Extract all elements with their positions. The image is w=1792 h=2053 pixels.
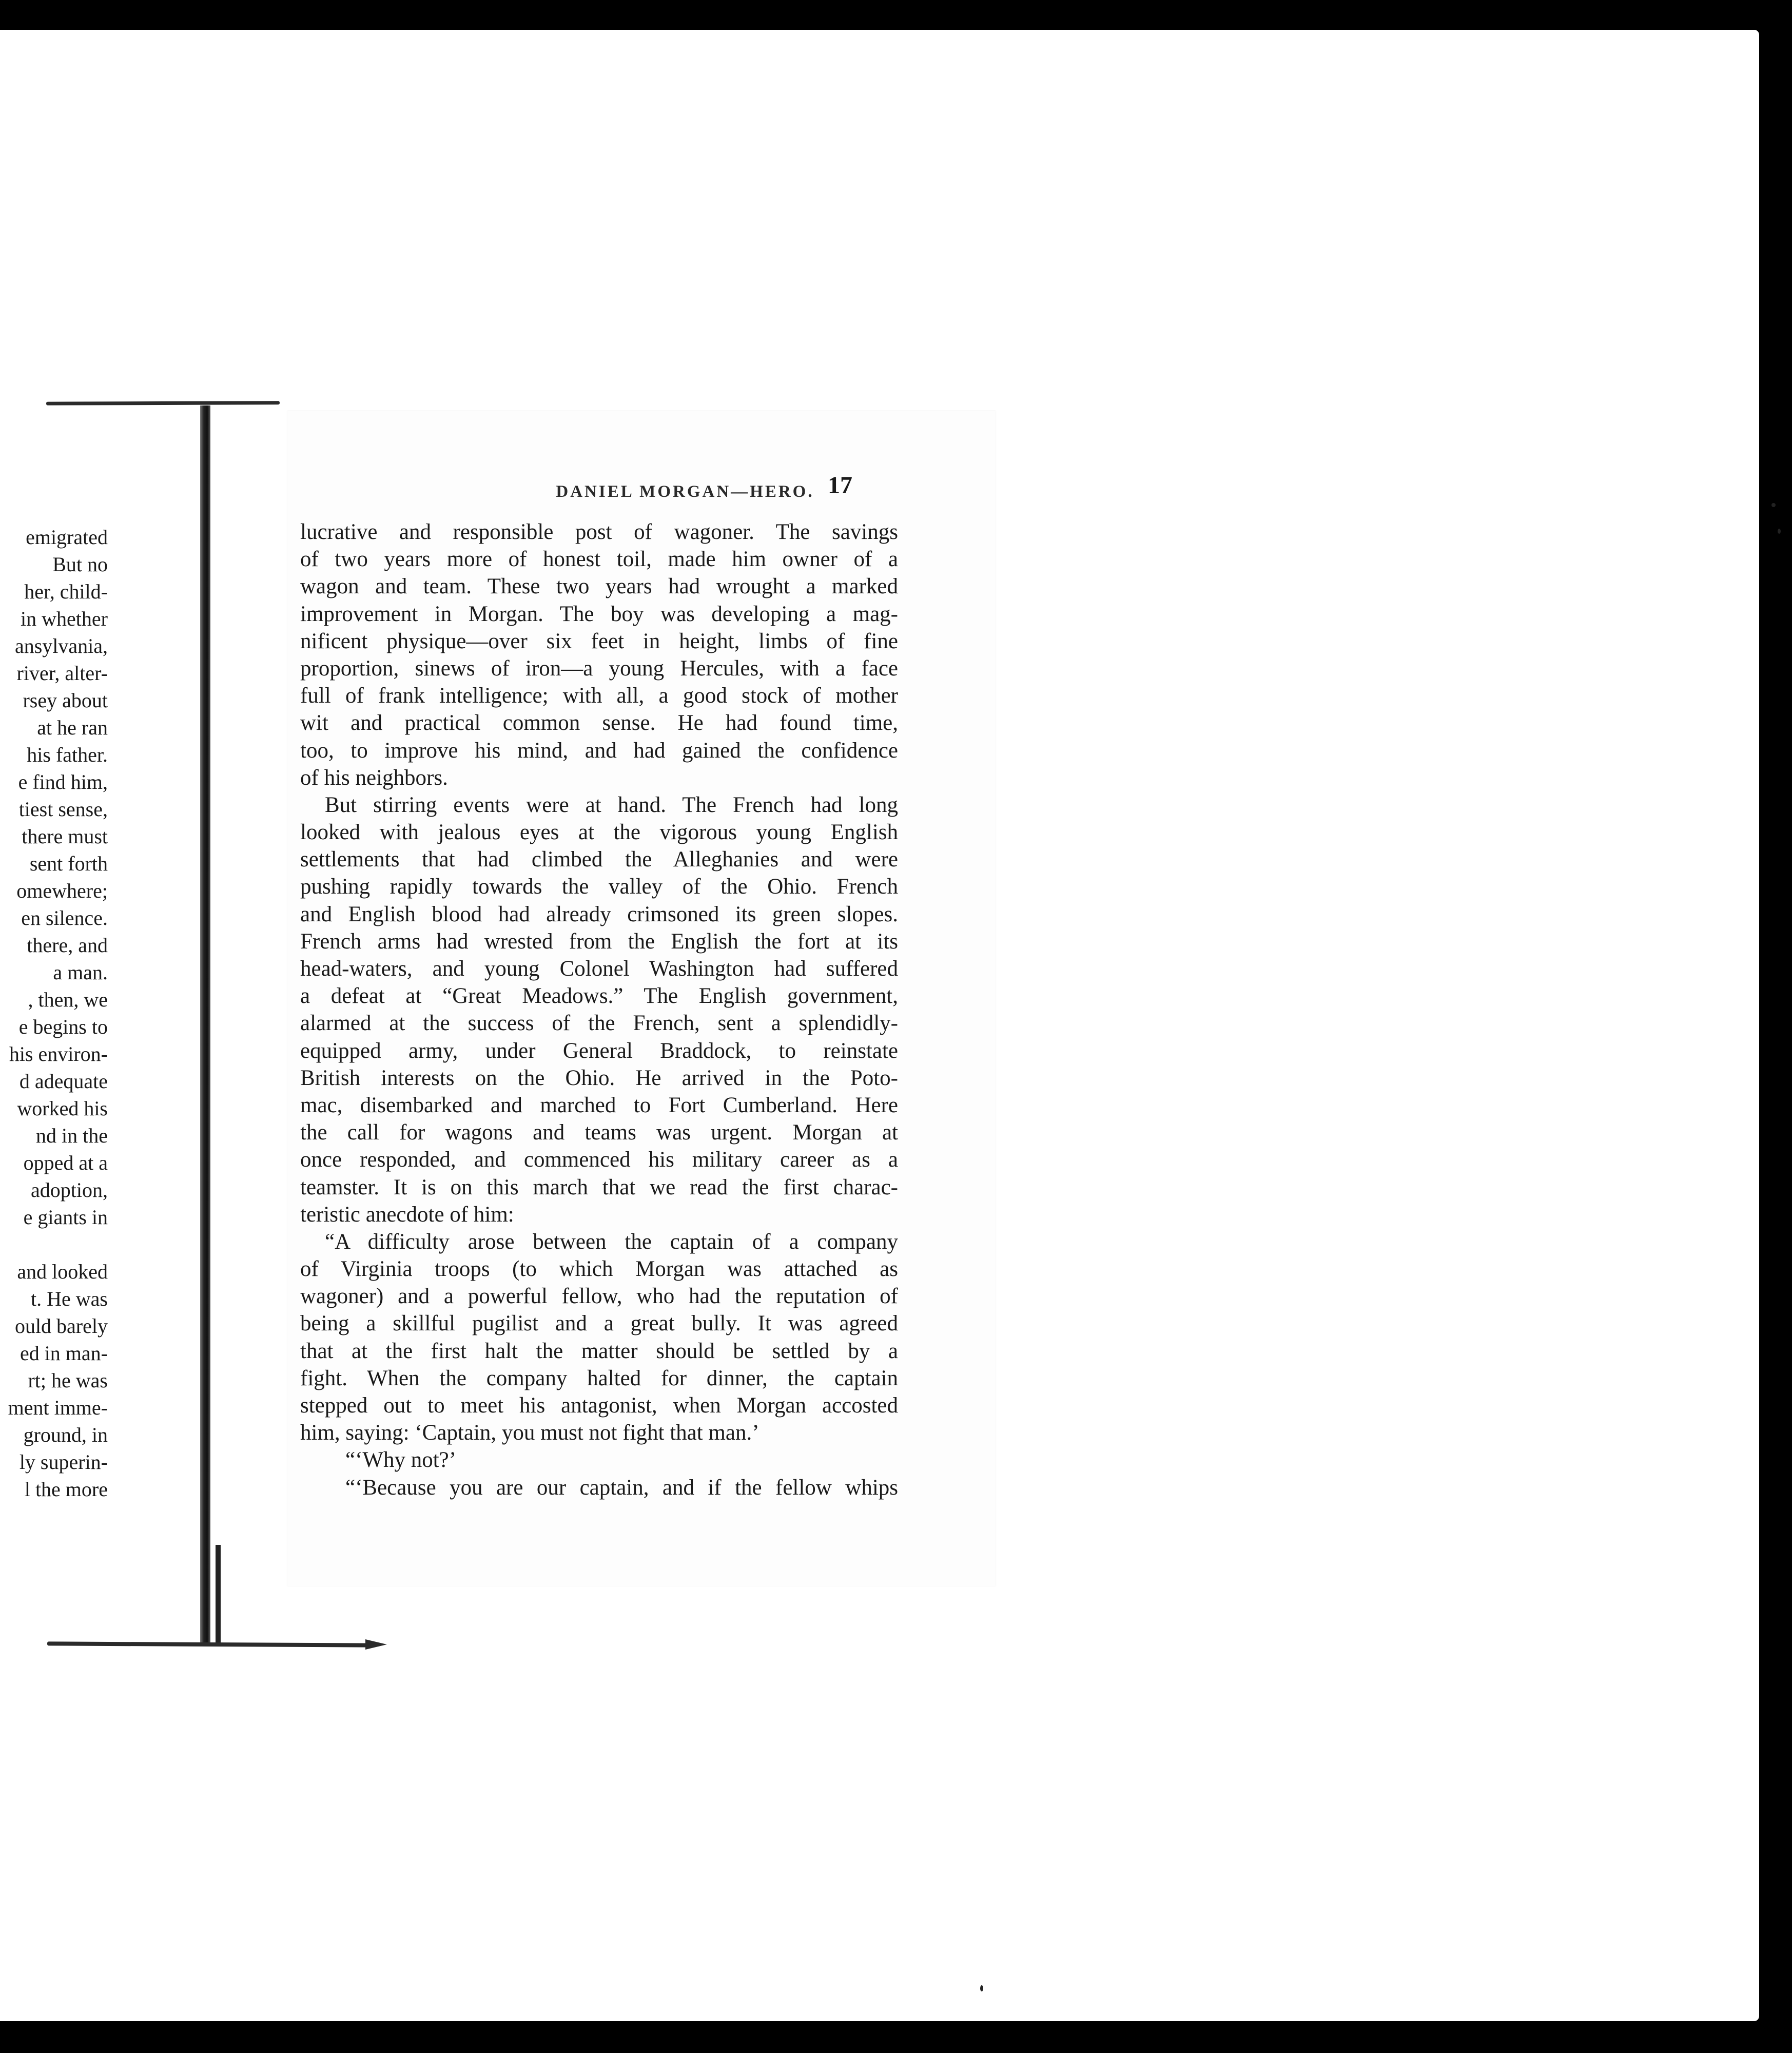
fragment-line: e begins to bbox=[18, 1015, 108, 1038]
text-line: “A difficulty arose between the captain of a company bbox=[325, 1229, 898, 1254]
text-line: “‘Why not?’ bbox=[345, 1448, 457, 1473]
fragment-line: adoption, bbox=[31, 1178, 108, 1202]
text-line: But stirring events were at hand. The French had long bbox=[325, 792, 898, 817]
scan-speck bbox=[1771, 503, 1776, 507]
fragment-line: worked his bbox=[17, 1097, 108, 1120]
running-head: DANIEL MORGAN—HERO. bbox=[556, 482, 814, 501]
fragment-line: ansylvania, bbox=[14, 634, 108, 657]
text-line: once responded, and commenced his military career as a bbox=[300, 1148, 898, 1172]
text-line: nificent physique—over six feet in height, limbs of fine bbox=[300, 629, 898, 653]
text-line: too, to improve his mind, and had gained the confidence bbox=[300, 738, 898, 763]
text-line: pushing rapidly towards the valley of the Ohio. French bbox=[300, 875, 898, 899]
fragment-line: river, alter- bbox=[16, 662, 108, 685]
text-line: French arms had wrested from the English the fort at its bbox=[300, 929, 898, 954]
text-line: full of frank intelligence; with all, a good stock of mother bbox=[300, 684, 898, 708]
text-line: that at the first halt the matter should be settled by a bbox=[300, 1339, 898, 1363]
book-page bbox=[287, 411, 996, 1586]
fragment-line: omewhere; bbox=[16, 879, 108, 902]
fragment-line: his father. bbox=[27, 743, 108, 766]
text-line: wit and practical common sense. He had found time, bbox=[300, 711, 898, 735]
bracket-stem bbox=[200, 405, 210, 1642]
text-line: head-waters, and young Colonel Washington had suffered bbox=[300, 957, 898, 981]
arrow-tip-icon bbox=[365, 1639, 387, 1650]
fragment-line: ed in man- bbox=[20, 1342, 108, 1365]
text-line: the call for wagons and teams was urgent. Morgan at bbox=[300, 1120, 898, 1145]
text-line: him, saying: ‘Captain, you must not fight that man.’ bbox=[300, 1421, 759, 1445]
fragment-line: en silence. bbox=[21, 906, 108, 929]
scan-speck bbox=[980, 1985, 983, 1991]
bracket-stem-lower bbox=[216, 1545, 221, 1645]
text-line: looked with jealous eyes at the vigorous young English bbox=[300, 820, 898, 845]
fragment-line: ould barely bbox=[14, 1314, 108, 1338]
fragment-line: a man. bbox=[53, 961, 108, 984]
fragment-line: rt; he was bbox=[28, 1369, 108, 1392]
fragment-line: at he ran bbox=[37, 716, 108, 739]
fragment-line: there, and bbox=[27, 934, 108, 957]
text-line: being a skillful pugilist and a great bully. It was agreed bbox=[300, 1311, 898, 1336]
left-page-fragment bbox=[0, 524, 113, 1509]
text-line: of his neighbors. bbox=[300, 765, 448, 790]
text-line: alarmed at the success of the French, sent a splendidly- bbox=[300, 1011, 898, 1036]
page-body-text bbox=[300, 518, 898, 1501]
fragment-line: opped at a bbox=[23, 1151, 108, 1174]
fragment-line: rsey about bbox=[23, 689, 108, 712]
text-line: fight. When the company halted for dinner, the captain bbox=[300, 1366, 898, 1390]
fragment-line: e find him, bbox=[18, 770, 108, 793]
text-line: mac, disembarked and marched to Fort Cumberland. Here bbox=[300, 1093, 898, 1117]
text-line: teamster. It is on this march that we read the first charac- bbox=[300, 1175, 898, 1199]
text-line: equipped army, under General Braddock, to reinstate bbox=[300, 1038, 898, 1063]
fragment-line: d adequate bbox=[19, 1070, 108, 1093]
text-line: wagoner) and a powerful fellow, who had the reputation of bbox=[300, 1284, 898, 1309]
text-line: improvement in Morgan. The boy was developing a mag- bbox=[300, 602, 898, 626]
fragment-line: tiest sense, bbox=[18, 798, 108, 821]
fragment-line: e giants in bbox=[23, 1206, 108, 1229]
fragment-line: her, child- bbox=[24, 580, 108, 603]
text-line: British interests on the Ohio. He arrived in the Poto- bbox=[300, 1066, 898, 1090]
fragment-line: his environ- bbox=[9, 1042, 108, 1066]
text-line: “‘Because you are our captain, and if the fellow whips bbox=[345, 1475, 898, 1500]
fragment-line: But no bbox=[52, 553, 108, 576]
fragment-line: nd in the bbox=[36, 1124, 108, 1147]
text-line: of Virginia troops (to which Morgan was attached as bbox=[300, 1257, 898, 1282]
page-number: 17 bbox=[828, 472, 852, 499]
text-line: teristic anecdote of him: bbox=[300, 1202, 514, 1227]
text-line: a defeat at “Great Meadows.” The English government, bbox=[300, 984, 898, 1009]
fragment-line: ment imme- bbox=[8, 1396, 108, 1419]
text-line: of two years more of honest toil, made him owner of a bbox=[300, 547, 898, 572]
scanner-border bbox=[0, 2021, 1792, 2053]
text-line: stepped out to meet his antagonist, when Morgan accosted bbox=[300, 1393, 898, 1418]
fragment-line: in whether bbox=[21, 607, 108, 630]
fragment-line: t. He was bbox=[31, 1287, 108, 1310]
text-line: and English blood had already crimsoned its green slopes. bbox=[300, 902, 898, 926]
fragment-line: there must bbox=[22, 825, 108, 848]
fragment-line: ly superin- bbox=[19, 1450, 108, 1474]
fragment-line: l the more bbox=[24, 1478, 108, 1501]
text-line: lucrative and responsible post of wagoner. The savings bbox=[300, 520, 898, 544]
text-line: wagon and team. These two years had wrought a marked bbox=[300, 574, 898, 599]
fragment-line: and looked bbox=[17, 1260, 108, 1283]
text-line: proportion, sinews of iron—a young Hercules, with a face bbox=[300, 656, 898, 681]
fragment-line: , then, we bbox=[28, 988, 108, 1011]
scan-speck bbox=[1778, 529, 1781, 534]
fragment-line: sent forth bbox=[29, 852, 108, 875]
text-line: settlements that had climbed the Alleghanies and were bbox=[300, 847, 898, 872]
fragment-line: emigrated bbox=[26, 526, 108, 549]
fragment-line: ground, in bbox=[23, 1423, 108, 1446]
